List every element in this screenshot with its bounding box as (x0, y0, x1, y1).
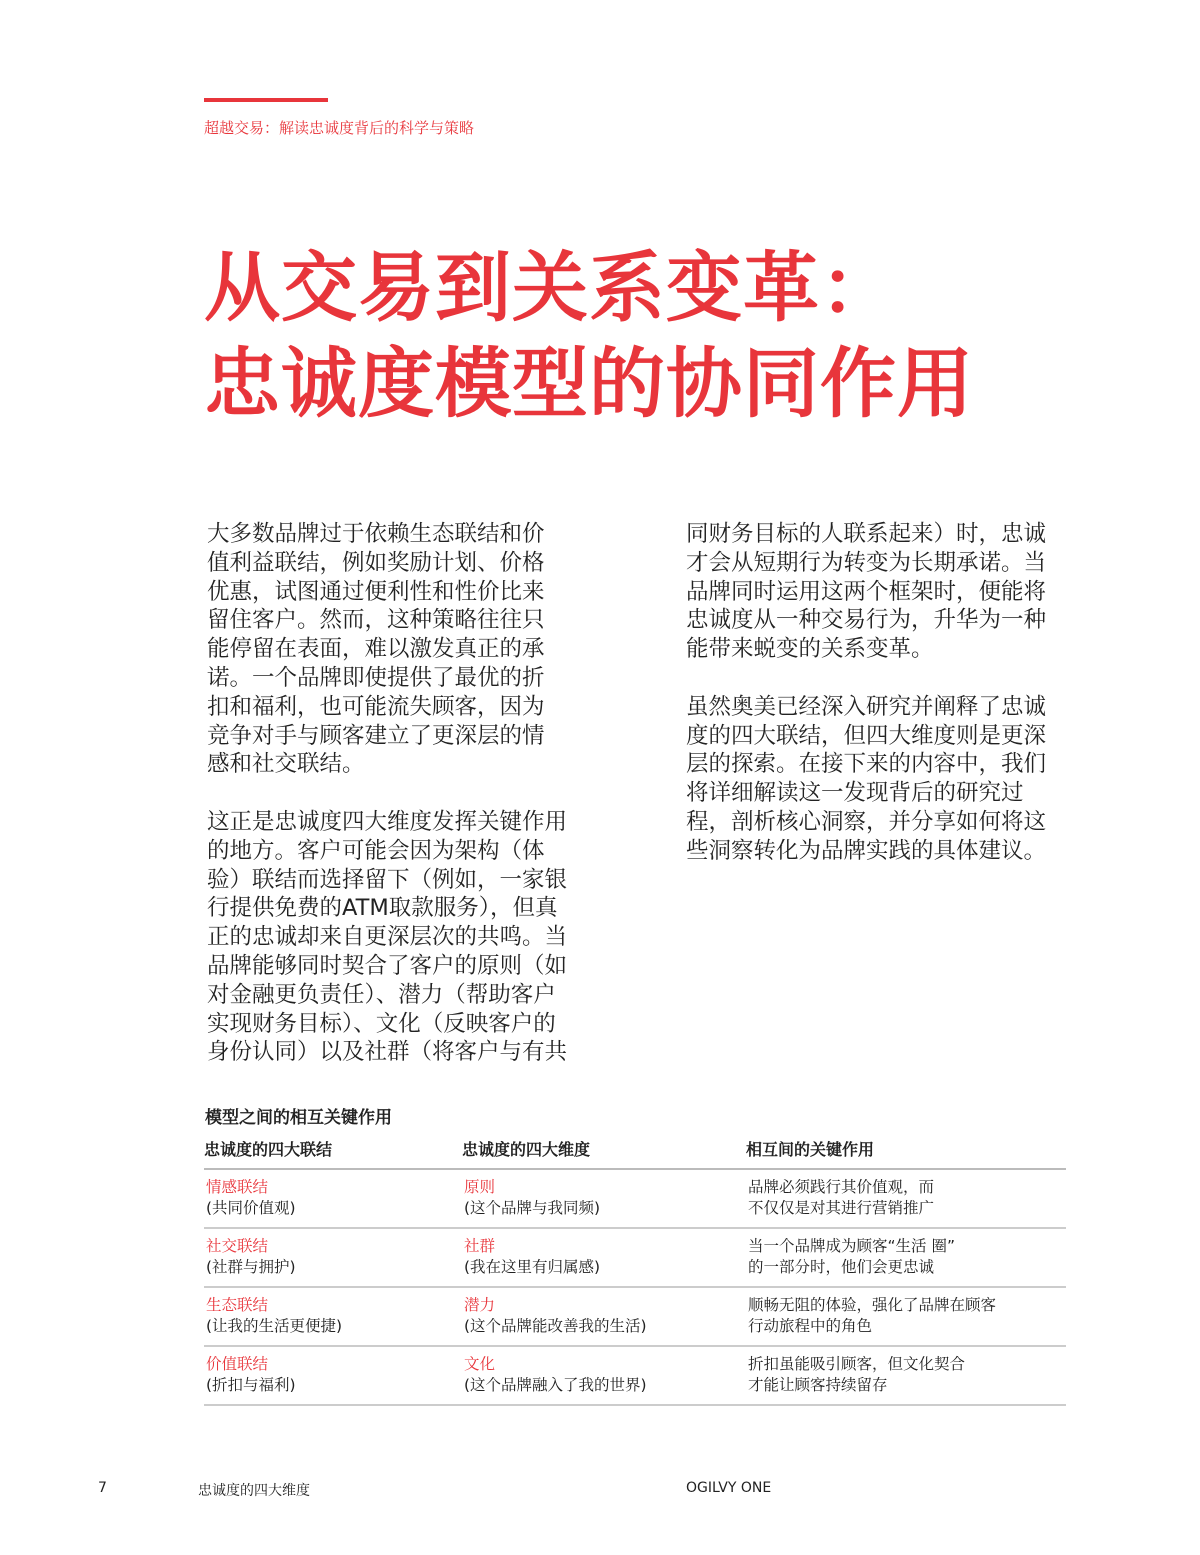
paragraph (686, 693, 1046, 866)
dimension-cell (462, 1228, 746, 1287)
paragraph (207, 808, 567, 1067)
effect-line: 不仅仅是对其进行营销推广 (748, 1199, 935, 1217)
text-line: 品牌同时运用这两个框架时，便能将 (686, 578, 1047, 605)
comparison-table (204, 1135, 1066, 1406)
text-line: 正的忠诚却来自更深层次的共鸣。当 (207, 924, 568, 951)
dimension-name: 原则 (464, 1178, 496, 1196)
effect-line: 才能让顾客持续留存 (748, 1376, 888, 1394)
dimension-name: 文化 (464, 1355, 496, 1373)
text-line: 将详细解读这一发现背后的研究过 (686, 780, 1024, 807)
column-header: 忠诚度的四大维度 (462, 1135, 746, 1169)
dimension-cell (462, 1346, 746, 1405)
right-column (686, 520, 1046, 894)
text-line: 忠诚度从一种交易行为，升华为一种 (686, 607, 1047, 634)
dimension-subtitle: (这个品牌融入了我的世界) (464, 1376, 647, 1394)
dimension-name: 潜力 (464, 1296, 496, 1314)
text-line: 才会从短期行为转变为长期承诺。当 (686, 549, 1047, 576)
header-kicker: 超越交易：解读忠诚度背后的科学与策略 (204, 119, 475, 137)
bond-subtitle: (让我的生活更便捷) (206, 1317, 343, 1335)
page-number: 7 (98, 1480, 107, 1496)
paragraph (686, 520, 1046, 664)
text-line: 的地方。客户可能会因为架构（体 (207, 837, 545, 864)
text-line: 感和社交联结。 (207, 751, 365, 778)
text-line: 能停留在表面，难以激发真正的承 (207, 636, 545, 663)
text-line: 虽然奥美已经深入研究并阐释了忠诚 (686, 693, 1047, 720)
text-line: 留住客户。然而，这种策略往往只 (207, 607, 545, 634)
title-line: 从交易到关系变革： (204, 243, 897, 332)
effect-line: 品牌必须践行其价值观，而 (748, 1178, 935, 1196)
text-line: 扣和福利，也可能流失顾客，因为 (207, 693, 545, 720)
text-line: 对金融更负责任）、潜力（帮助客户 (207, 981, 556, 1008)
dimension-subtitle: (我在这里有归属感) (464, 1258, 601, 1276)
text-line: 验）联结而选择留下（例如，一家银 (207, 866, 568, 893)
text-line: 值利益联结，例如奖励计划、价格 (207, 549, 545, 576)
footer-section: 忠诚度的四大维度 (198, 1483, 310, 1499)
dimension-name: 社群 (464, 1237, 496, 1255)
effect-line: 当一个品牌成为顾客“生活 圈” (748, 1237, 955, 1255)
table-row (204, 1346, 1066, 1405)
title-line: 忠诚度模型的协同作用 (204, 339, 974, 428)
page-title (204, 240, 974, 432)
text-line: 层的探索。在接下来的内容中，我们 (686, 751, 1047, 778)
bond-subtitle: (共同价值观) (206, 1199, 296, 1217)
accent-rule (204, 98, 328, 102)
effect-cell (746, 1287, 1066, 1346)
text-line: 同财务目标的人联系起来）时，忠诚 (686, 521, 1047, 547)
effect-line: 折扣虽能吸引顾客，但文化契合 (748, 1355, 966, 1373)
left-column (207, 520, 567, 1096)
bond-cell (204, 1228, 462, 1287)
bond-name: 价值联结 (206, 1355, 269, 1373)
text-line: 优惠，试图通过便利性和性价比来 (207, 578, 545, 605)
table-header-row (204, 1135, 1066, 1169)
bond-subtitle: (折扣与福利) (206, 1376, 296, 1394)
paragraph (207, 520, 567, 779)
text-line: 实现财务目标）、文化（反映客户的 (207, 1010, 556, 1037)
bond-name: 情感联结 (206, 1178, 269, 1196)
text-line: 度的四大联结，但四大维度则是更深 (686, 722, 1047, 749)
column-header: 忠诚度的四大联结 (204, 1135, 462, 1169)
footer-brand: OGILVY ONE (686, 1480, 772, 1496)
bond-name: 社交联结 (206, 1237, 269, 1255)
dimension-cell (462, 1287, 746, 1346)
bond-cell (204, 1287, 462, 1346)
table-title: 模型之间的相互关键作用 (205, 1108, 392, 1128)
text-line: 竞争对手与顾客建立了更深层的情 (207, 722, 545, 749)
text-line: 能带来蜕变的关系变革。 (686, 636, 934, 663)
bond-name: 生态联结 (206, 1296, 269, 1314)
table-row (204, 1228, 1066, 1287)
effect-line: 的一部分时，他们会更忠诚 (748, 1258, 935, 1276)
text-line: 行提供免费的ATM取款服务），但真 (207, 895, 558, 922)
text-line: 品牌能够同时契合了客户的原则（如 (207, 952, 568, 979)
effect-cell (746, 1346, 1066, 1405)
effect-line: 行动旅程中的角色 (748, 1317, 873, 1335)
dimension-cell (462, 1169, 746, 1228)
bond-cell (204, 1169, 462, 1228)
text-line: 诺。一个品牌即使提供了最优的折 (207, 664, 545, 691)
table-row (204, 1287, 1066, 1346)
column-header: 相互间的关键作用 (746, 1135, 1066, 1169)
text-line: 身份认同）以及社群（将客户与有共 (207, 1039, 568, 1066)
table-row (204, 1169, 1066, 1228)
dimension-subtitle: (这个品牌能改善我的生活) (464, 1317, 647, 1335)
bond-cell (204, 1346, 462, 1405)
effect-cell (746, 1169, 1066, 1228)
text-line: 这正是忠诚度四大维度发挥关键作用 (207, 808, 568, 835)
effect-cell (746, 1228, 1066, 1287)
effect-line: 顺畅无阻的体验，强化了品牌在顾客 (748, 1296, 997, 1314)
bond-subtitle: (社群与拥护) (206, 1258, 296, 1276)
dimension-subtitle: (这个品牌与我同频) (464, 1199, 601, 1217)
text-line: 些洞察转化为品牌实践的具体建议。 (686, 837, 1047, 864)
text-line: 大多数品牌过于依赖生态联结和价 (207, 521, 545, 547)
text-line: 程，剖析核心洞察，并分享如何将这 (686, 808, 1047, 835)
